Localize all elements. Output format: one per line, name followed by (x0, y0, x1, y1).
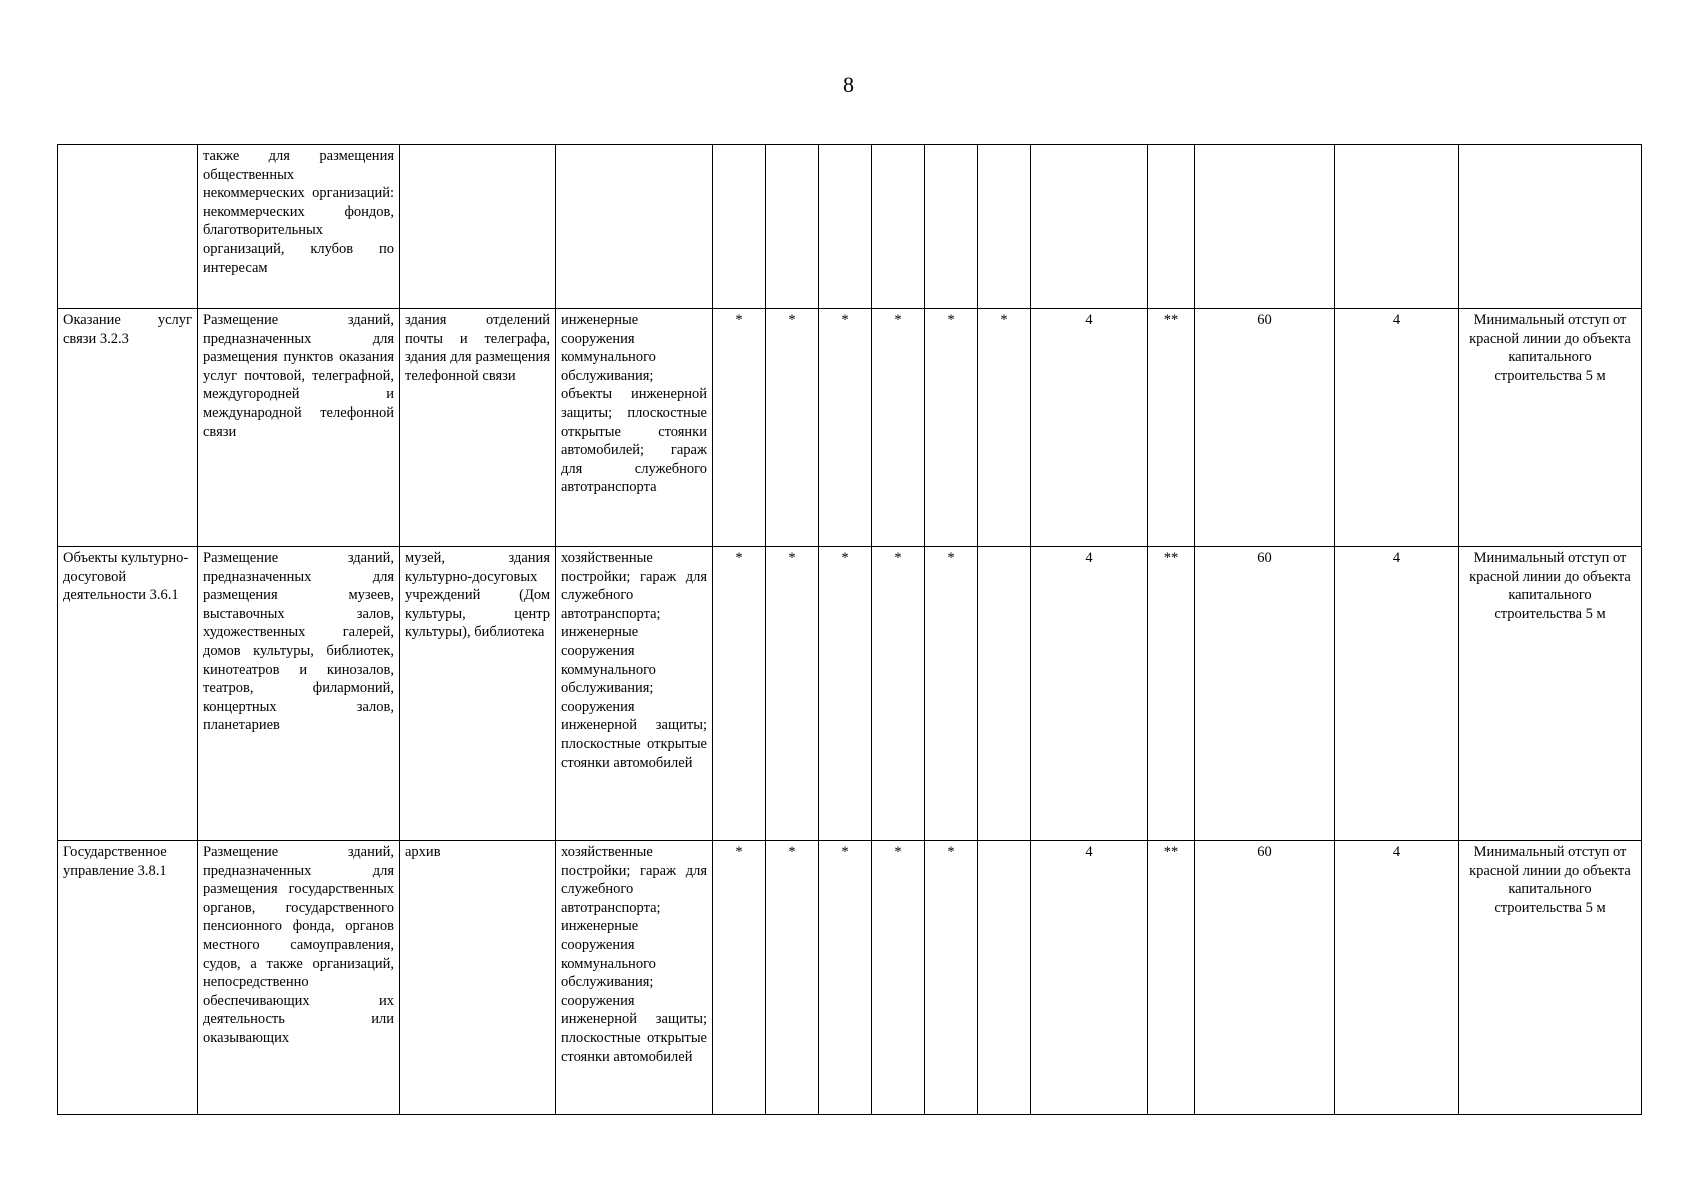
floors-cell (1031, 145, 1148, 309)
coverage-cell (1195, 145, 1335, 309)
mark-cell: * (713, 309, 766, 547)
height-cell (1148, 145, 1195, 309)
setback-cell (1335, 145, 1459, 309)
mark-cell: * (819, 841, 872, 1115)
use-name-cell: Государственное управление 3.8.1 (58, 841, 198, 1115)
mark-cell: * (713, 547, 766, 841)
mark-cell: * (925, 547, 978, 841)
use-description-cell: Размещение зданий, предназначенных для размещения государственных органов, государственного пенсионного фонда, органов местного самоуправления, судов, а также организаций, непосредственно обеспечивающих их деятельность или оказывающих (198, 841, 400, 1115)
mark-cell (713, 145, 766, 309)
mark-cell (819, 145, 872, 309)
setback-cell: 4 (1335, 309, 1459, 547)
mark-cell (978, 841, 1031, 1115)
mark-cell: * (872, 547, 925, 841)
regulations-table (57, 144, 1642, 1115)
table-row (58, 547, 1642, 841)
mark-cell: * (925, 309, 978, 547)
floors-cell: 4 (1031, 547, 1148, 841)
table-row (58, 841, 1642, 1115)
coverage-cell: 60 (1195, 841, 1335, 1115)
use-name-cell: Объекты культурно-досуговой деятельности 3.6.1 (58, 547, 198, 841)
table-row (58, 145, 1642, 309)
mark-cell: * (819, 547, 872, 841)
mark-cell (872, 145, 925, 309)
floors-cell: 4 (1031, 309, 1148, 547)
main-objects-cell (400, 145, 556, 309)
use-description-cell: Размещение зданий, предназначенных для размещения музеев, выставочных залов, художественных галерей, домов культуры, библиотек, кинотеатров и кинозалов, театров, филармоний, концертных залов, планетариев (198, 547, 400, 841)
mark-cell: * (925, 841, 978, 1115)
use-description-cell: также для размещения общественных некоммерческих организаций: некоммерческих фондов, благотворительных организаций, клубов по интересам (198, 145, 400, 309)
mark-cell: * (872, 841, 925, 1115)
note-cell (1459, 145, 1642, 309)
aux-objects-cell: инженерные сооружения коммунального обслуживания; объекты инженерной защиты; плоскостные открытые стоянки автомобилей; гараж для служебного автотранспорта (556, 309, 713, 547)
mark-cell: * (819, 309, 872, 547)
mark-cell: * (766, 841, 819, 1115)
main-objects-cell: архив (400, 841, 556, 1115)
use-name-cell (58, 145, 198, 309)
coverage-cell: 60 (1195, 309, 1335, 547)
main-objects-cell: музей, здания культурно-досуговых учреждений (Дом культуры, центр культуры), библиотека (400, 547, 556, 841)
height-cell: ** (1148, 841, 1195, 1115)
mark-cell (978, 547, 1031, 841)
mark-cell: * (978, 309, 1031, 547)
coverage-cell: 60 (1195, 547, 1335, 841)
mark-cell (978, 145, 1031, 309)
setback-cell: 4 (1335, 547, 1459, 841)
setback-cell: 4 (1335, 841, 1459, 1115)
use-name-cell: Оказание услуг связи 3.2.3 (58, 309, 198, 547)
height-cell: ** (1148, 547, 1195, 841)
floors-cell: 4 (1031, 841, 1148, 1115)
mark-cell: * (872, 309, 925, 547)
note-cell: Минимальный отступ от красной линии до объекта капитального строительства 5 м (1459, 841, 1642, 1115)
main-objects-cell: здания отделений почты и телеграфа, здания для размещения телефонной связи (400, 309, 556, 547)
mark-cell: * (766, 547, 819, 841)
aux-objects-cell: хозяйственные постройки; гараж для служебного автотранспорта; инженерные сооружения коммунального обслуживания; сооружения инженерной защиты; плоскостные открытые стоянки автомобилей (556, 841, 713, 1115)
mark-cell (766, 145, 819, 309)
note-cell: Минимальный отступ от красной линии до объекта капитального строительства 5 м (1459, 309, 1642, 547)
height-cell: ** (1148, 309, 1195, 547)
aux-objects-cell (556, 145, 713, 309)
mark-cell: * (713, 841, 766, 1115)
use-description-cell: Размещение зданий, предназначенных для размещения пунктов оказания услуг почтовой, телеграфной, междугородней и международной телефонной связи (198, 309, 400, 547)
table-row (58, 309, 1642, 547)
page-number: 8 (843, 72, 854, 97)
mark-cell (925, 145, 978, 309)
note-cell: Минимальный отступ от красной линии до объекта капитального строительства 5 м (1459, 547, 1642, 841)
mark-cell: * (766, 309, 819, 547)
aux-objects-cell: хозяйственные постройки; гараж для служебного автотранспорта; инженерные сооружения коммунального обслуживания; сооружения инженерной защиты; плоскостные открытые стоянки автомобилей (556, 547, 713, 841)
